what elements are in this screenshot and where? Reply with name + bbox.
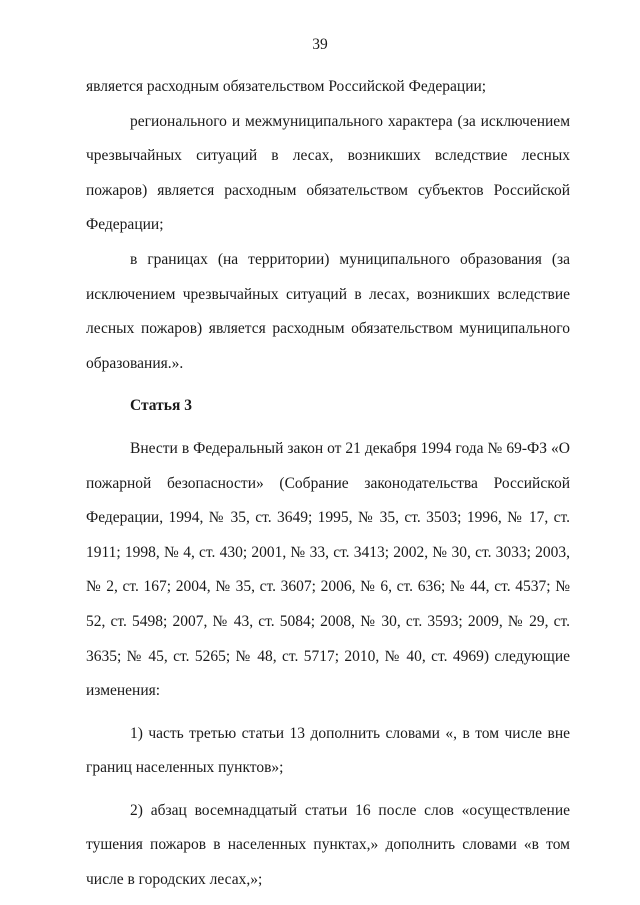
paragraph-6: 2) абзац восемнадцатый статьи 16 после слов «осуществление тушения пожаров в населенных пунктах,» дополнить словами «в том числе в городских лесах,»; — [86, 801, 570, 889]
paragraph-5: 1) часть третью статьи 13 дополнить словами «, в том числе вне границ населенных пунктов»; — [86, 724, 570, 777]
paragraph-3: в границах (на территории) муниципального образования (за исключением чрезвычайных ситуаций в лесах, возникших вследствие лесных пожаров) является расходным обязательством муниципального образования.». — [86, 250, 570, 372]
paragraph-2: регионального и межмуниципального характера (за исключением чрезвычайных ситуаций в лесах, возникших вследствие лесных пожаров) является расходным обязательством субъектов Российской Федерации; — [86, 112, 570, 234]
paragraph-4: Внести в Федеральный закон от 21 декабря 1994 года № 69-ФЗ «О пожарной безопасности» (Собрание законодательства Российской Федерации, 1994, № 35, ст. 3649; 1995, № 35, ст. 3503; 1996, № 17, ст. 1911; 1998, № 4, ст. 430; 2001, № 33, ст. 3413; 2002, № 30, ст. 3033; 2003, № 2, ст. 167; 2004, № 35, ст. 3607; 2006, № 6, ст. 636; № 44, ст. 4537; № 52, ст. 5498; 2007, № 43, ст. 5084; 2008, № 30, ст. 3593; 2009, № 29, ст. 3635; № 45, ст. 5265; № 48, ст. 5717; 2010, № 40, ст. 4969) следующие изменения: — [86, 439, 570, 700]
spacer — [86, 786, 570, 794]
paragraph-1: является расходным обязательством Российской Федерации; — [86, 78, 487, 95]
document-body — [86, 70, 570, 898]
page-number: 39 — [312, 36, 328, 53]
spacer — [86, 381, 570, 389]
spacer — [86, 709, 570, 717]
spacer — [86, 424, 570, 432]
article-heading: Статья 3 — [130, 397, 192, 415]
